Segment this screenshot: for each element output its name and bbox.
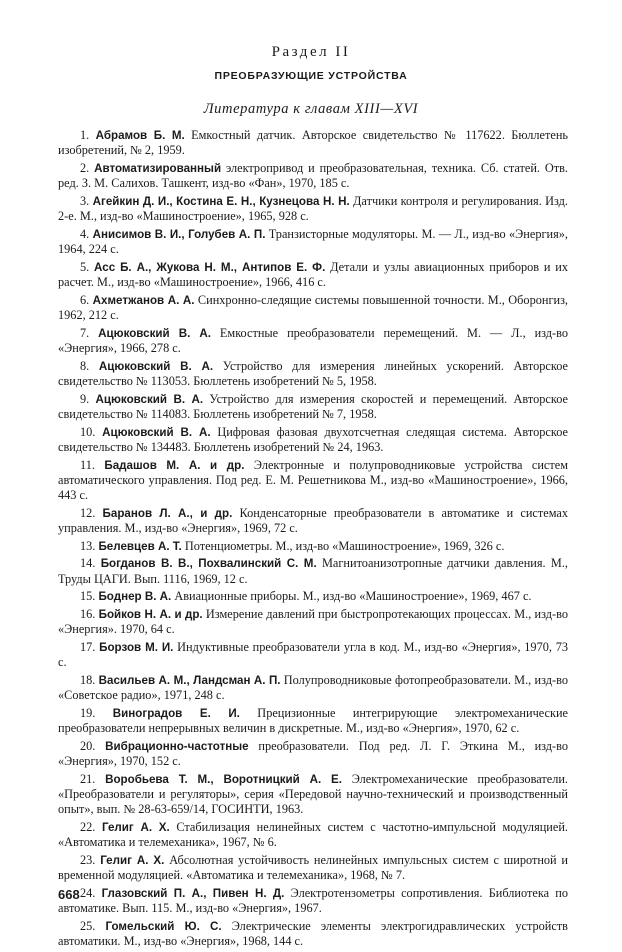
reference-authors: Богданов В. В., Похвалинский С. М. xyxy=(100,557,317,571)
reference-text: Детали и узлы авиационных приборов и их расчет. М., изд-во «Машиностроение», 1966, 416 с. xyxy=(58,259,568,290)
reference-item xyxy=(58,886,568,917)
reference-number: 1. xyxy=(80,128,90,142)
reference-authors: Гелиг А. Х. xyxy=(101,821,170,835)
reference-number: 10. xyxy=(80,424,96,439)
reference-item xyxy=(58,260,568,291)
literature-heading: Литература к главам XIII—XVI xyxy=(203,101,419,117)
section-subtitle: ПРЕОБРАЗУЮЩИЕ УСТРОЙСТВА xyxy=(214,70,408,82)
reference-text: Электрические элементы электрогидравлических устройств автоматики. М., изд-во «Энергия», 1968, 144 с. xyxy=(58,918,568,949)
reference-number: 8. xyxy=(80,358,90,373)
reference-number: 6. xyxy=(80,292,90,307)
reference-item xyxy=(58,853,568,884)
reference-text: Конденсаторные преобразователи в автоматике и системах управления. М., изд-во «Энергия», 1969, 72 с. xyxy=(58,505,568,536)
reference-text: Датчики контроля и регулирования. Изд. 2-е. М., изд-во «Машиностроение», 1965, 928 с. xyxy=(58,193,569,224)
reference-text: Устройство для измерения скоростей и перемещений. Авторское свидетельство № 114083. Бюллетень изобретений № 7, 1958. xyxy=(58,391,568,422)
reference-text: Транзисторные модуляторы. М. — Л., изд-во «Энергия», 1964, 224 с. xyxy=(58,226,568,257)
reference-number: 19. xyxy=(80,705,96,720)
reference-item xyxy=(58,458,568,504)
reference-text: Устройство для измерения линейных ускорений. Авторское свидетельство № 113053. Бюллетень изобретений № 5, 1958. xyxy=(58,358,568,389)
reference-number: 11. xyxy=(80,457,95,472)
reference-item xyxy=(58,589,568,604)
reference-authors: Анисимов В. И., Голубев А. П. xyxy=(92,227,266,241)
reference-number: 4. xyxy=(80,226,90,241)
reference-item xyxy=(58,820,568,851)
reference-authors: Боднер В. А. xyxy=(98,590,172,604)
reference-number: 5. xyxy=(80,259,90,274)
reference-authors: Бадашов М. А. и др. xyxy=(104,458,245,472)
reference-item xyxy=(58,506,568,537)
reference-item xyxy=(58,772,568,818)
reference-authors: Васильев А. М., Ландсман А. П. xyxy=(98,673,281,687)
reference-item xyxy=(58,161,568,192)
reference-authors: Воробьева Т. М., Воротницкий А. Е. xyxy=(105,772,343,786)
reference-authors: Ацюковский В. А. xyxy=(98,359,214,373)
reference-text: Магнитоанизотропные датчики давления. М., Труды ЦАГИ. Вып. 1116, 1969, 12 с. xyxy=(58,556,568,586)
reference-item xyxy=(58,293,568,324)
reference-authors: Агейкин Д. И., Костина Е. Н., Кузнецова Н. Н. xyxy=(92,194,350,208)
reference-number: 25. xyxy=(80,918,96,933)
reference-authors: Ацюковский В. А. xyxy=(98,326,211,340)
reference-item xyxy=(58,640,568,671)
reference-text: Полупроводниковые фотопреобразователи. М., изд-во «Советское радио», 1971, 248 с. xyxy=(58,672,568,703)
reference-authors: Виноградов Е. И. xyxy=(112,706,240,720)
reference-authors: Гомельский Ю. С. xyxy=(105,919,222,933)
reference-authors: Ахметжанов А. А. xyxy=(92,293,195,307)
reference-authors: Асс Б. А., Жукова Н. М., Антипов Е. Ф. xyxy=(94,260,326,274)
reference-number: 15. xyxy=(80,589,96,604)
reference-text: Авиационные приборы. М., изд-во «Машиностроение», 1969, 467 с. xyxy=(171,589,532,604)
reference-authors: Абрамов Б. М. xyxy=(95,129,185,142)
reference-number: 14. xyxy=(80,556,96,571)
reference-number: 3. xyxy=(80,193,90,208)
reference-text: Измерение давлений при быстропротекающих процессах. М., изд-во «Энергия». 1970, 64 с. xyxy=(58,606,568,637)
reference-text: электропривод и преобразовательная, техника. Сб. статей. Отв. ред. З. М. Салихов. Ташкент, изд-во «Фан», 1970, 185 с. xyxy=(58,160,568,191)
reference-number: 18. xyxy=(80,672,96,687)
reference-item xyxy=(58,539,568,554)
reference-authors: Вибрационно-частотные xyxy=(105,739,249,753)
reference-item xyxy=(58,739,568,770)
reference-text: Стабилизация нелинейных систем с частотно-импульсной модуляцией. «Автоматика и телемеханика», 1967, № 6. xyxy=(58,820,568,850)
reference-text: Прецизионные интегрирующие электромеханические преобразователи непрерывных величин в дискретные. М., изд-во «Энергия», 1970, 62 с. xyxy=(58,705,568,736)
reference-item xyxy=(58,706,568,737)
reference-item xyxy=(58,556,568,587)
reference-item xyxy=(58,392,568,423)
reference-authors: Белевцев А. Т. xyxy=(98,539,182,553)
reference-number: 22. xyxy=(80,820,96,835)
reference-number: 21. xyxy=(80,771,96,786)
reference-authors: Гелиг А. Х. xyxy=(100,853,165,867)
reference-text: Электромеханические преобразователи. «Преобразователи и регуляторы», серия «Передовой научно-технический и производственный опыт», вып. № 28-63-659/14, ГОСИНТИ, 1963. xyxy=(58,771,568,817)
reference-item xyxy=(58,607,568,638)
section-title: Раздел II xyxy=(271,44,351,60)
reference-text: Электронные и полупроводниковые устройства систем автоматического управления. Под ред. Е. М. Решетникова М., изд-во «Машиностроение», 1966, 443 с. xyxy=(58,457,568,503)
reference-text: Емкостный датчик. Авторское свидетельство № 117622. Бюллетень изобретений, № 2, 1959. xyxy=(58,128,569,158)
reference-text: Потенциометры. М., изд-во «Машиностроение», 1969, 326 с. xyxy=(181,538,505,553)
reference-item xyxy=(58,919,568,950)
reference-number: 9. xyxy=(80,391,90,406)
reference-number: 16. xyxy=(80,606,96,621)
reference-number: 12. xyxy=(80,505,96,520)
reference-item xyxy=(58,227,568,258)
reference-text: Цифровая фазовая двухотсчетная следящая система. Авторское свидетельство № 134483. Бюллетень изобретений № 24, 1963. xyxy=(58,424,568,454)
page-number: 668 xyxy=(58,887,80,902)
reference-text: Электротензометры сопротивления. Библиотека по автоматике. Вып. 115. М., изд-во «Энергия», 1967. xyxy=(58,885,568,916)
reference-item xyxy=(58,128,568,159)
reference-item xyxy=(58,326,568,357)
reference-authors: Автоматизированный xyxy=(94,161,222,175)
reference-number: 17. xyxy=(80,639,96,654)
reference-number: 2. xyxy=(80,160,90,175)
reference-text: Емкостные преобразователи перемещений. М. — Л., изд-во «Энергия», 1966, 278 с. xyxy=(58,325,569,356)
reference-item xyxy=(58,359,568,390)
reference-list xyxy=(58,128,568,952)
reference-number: 13. xyxy=(80,538,96,553)
reference-authors: Ацюковский В. А. xyxy=(102,425,211,439)
reference-number: 24. xyxy=(80,885,96,900)
reference-item xyxy=(58,194,568,225)
reference-number: 23. xyxy=(80,852,96,867)
reference-authors: Глазовский П. А., Пивен Н. Д. xyxy=(101,886,285,900)
reference-text: Индуктивные преобразователи угла в код. М., изд-во «Энергия», 1970, 73 с. xyxy=(58,639,569,670)
reference-number: 7. xyxy=(80,325,90,340)
reference-text: Абсолютная устойчивость нелинейных импульсных систем с широтной и временной модуляцией. «Автоматика и телемеханика», 1968, № 7. xyxy=(58,852,569,883)
reference-authors: Баранов Л. А., и др. xyxy=(102,506,233,520)
reference-authors: Бойков Н. А. и др. xyxy=(98,607,203,621)
reference-item xyxy=(58,425,568,456)
reference-text: преобразователи. Под ред. Л. Г. Эткина М., изд-во «Энергия», 1970, 152 с. xyxy=(58,738,569,769)
reference-number: 20. xyxy=(80,738,96,753)
reference-text: Синхронно-следящие системы повышенной точности. М., Оборонгиз, 1962, 212 с. xyxy=(58,292,569,323)
reference-authors: Ацюковский В. А. xyxy=(95,392,204,406)
reference-authors: Борзов М. И. xyxy=(99,640,174,654)
reference-item xyxy=(58,673,568,704)
